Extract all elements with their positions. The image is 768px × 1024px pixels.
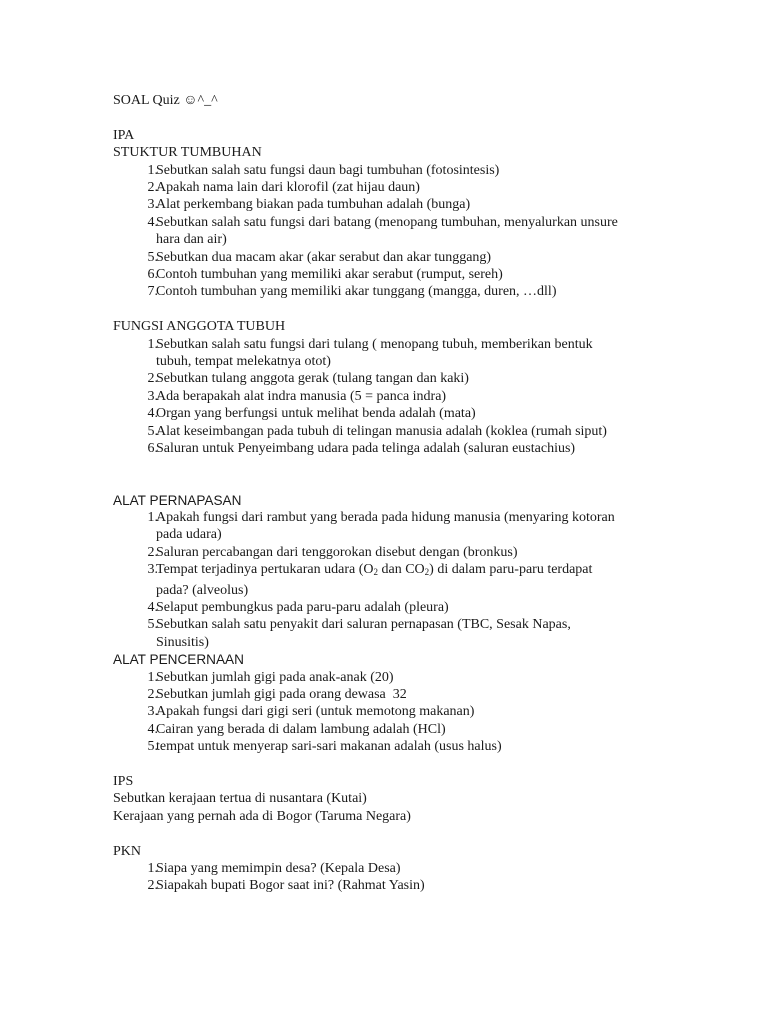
question-list-alat-pernapasan [113, 509, 673, 651]
list-item [113, 544, 673, 561]
document-title: SOAL Quiz ☺^_^ [113, 93, 218, 108]
item-text-part: ) di dalam paru-paru terdapat [429, 562, 593, 578]
list-item [113, 283, 673, 300]
ips-question: Sebutkan kerajaan tertua di nusantara (Kutai) [113, 791, 367, 807]
list-item [113, 405, 673, 422]
section-heading-fungsi-anggota-tubuh: FUNGSI ANGGOTA TUBUH [113, 319, 286, 335]
item-number: 4. [147, 599, 158, 615]
item-text: Alat keseimbangan pada tubuh di telingan manusia adalah (koklea (rumah siput) [156, 423, 607, 439]
item-text: Alat perkembang biakan pada tumbuhan adalah (bunga) [156, 197, 471, 213]
item-number: 5. [147, 249, 158, 265]
item-text-continued: pada? (alveolus) [156, 582, 249, 598]
item-text-continued: pada udara) [156, 527, 222, 543]
question-list-fungsi-anggota-tubuh [113, 336, 673, 458]
section-heading-struktur-tumbuhan: STUKTUR TUMBUHAN [113, 145, 262, 161]
list-item [113, 509, 673, 544]
item-text: Sebutkan jumlah gigi pada orang dewasa 32 [156, 686, 407, 702]
item-number: 3. [147, 562, 158, 578]
item-text: tempat untuk menyerap sari-sari makanan adalah (usus halus) [156, 739, 502, 755]
item-text: Contoh tumbuhan yang memiliki akar tunggang (mangga, duren, …dll) [156, 284, 557, 300]
list-item [113, 669, 673, 686]
item-number: 3. [147, 704, 158, 720]
list-item [113, 162, 673, 179]
subscript: 2 [424, 567, 430, 578]
item-number: 4. [147, 214, 158, 230]
list-item [113, 561, 673, 599]
list-item [113, 266, 673, 283]
list-item [113, 738, 673, 755]
item-number: 3. [147, 388, 158, 404]
item-number: 7. [147, 284, 158, 300]
list-item [113, 249, 673, 266]
item-text: Apakah nama lain dari klorofil (zat hijau daun) [156, 180, 420, 196]
item-number: 2. [147, 686, 158, 702]
list-item [113, 721, 673, 738]
item-text: Ada berapakah alat indra manusia (5 = panca indra) [156, 388, 447, 404]
list-item [113, 196, 673, 213]
list-item [113, 370, 673, 387]
item-number: 1. [147, 509, 158, 525]
item-number: 1. [147, 669, 158, 685]
item-text-part: dan CO [377, 562, 425, 578]
item-number: 1. [147, 162, 158, 178]
subject-heading-pkn: PKN [113, 843, 142, 859]
item-text: Sebutkan salah satu fungsi dari tulang ( menopang tubuh, memberikan bentuk [156, 336, 593, 352]
item-number: 2. [147, 878, 158, 894]
item-text: Cairan yang berada di dalam lambung adalah (HCl) [156, 721, 446, 737]
item-number: 4. [147, 721, 158, 737]
item-text: Sebutkan salah satu fungsi daun bagi tumbuhan (fotosintesis) [156, 162, 500, 178]
item-text: Contoh tumbuhan yang memiliki akar serabut (rumput, sereh) [156, 267, 503, 283]
item-number: 4. [147, 406, 158, 422]
list-item [113, 423, 673, 440]
item-text [156, 561, 656, 581]
item-number: 2. [147, 544, 158, 560]
question-list-pkn [113, 860, 673, 895]
item-text-continued: tubuh, tempat melekatnya otot) [156, 354, 331, 370]
subject-heading-ipa: IPA [113, 127, 135, 143]
item-text-continued: Sinusitis) [156, 634, 209, 650]
list-item [113, 336, 673, 371]
list-item [113, 388, 673, 405]
item-text: Apakah fungsi dari rambut yang berada pada hidung manusia (menyaring kotoran [156, 509, 615, 525]
item-number: 1. [147, 336, 158, 352]
section-heading-alat-pencernaan: ALAT PENCERNAAN [113, 652, 244, 668]
item-number: 6. [147, 441, 158, 457]
subject-heading-ips: IPS [113, 773, 134, 789]
list-item [113, 616, 673, 651]
section-heading-alat-pernapasan: ALAT PERNAPASAN [113, 492, 242, 508]
ips-question: Kerajaan yang pernah ada di Bogor (Taruma Negara) [113, 808, 411, 824]
item-text: Sebutkan salah satu penyakit dari saluran pernapasan (TBC, Sesak Napas, [156, 617, 571, 633]
item-text: Sebutkan dua macam akar (akar serabut dan akar tunggang) [156, 249, 492, 265]
item-number: 6. [147, 267, 158, 283]
question-list-struktur-tumbuhan [113, 162, 673, 301]
item-text: Sebutkan salah satu fungsi dari batang (menopang tumbuhan, menyalurkan unsure [156, 214, 618, 230]
item-text: Organ yang berfungsi untuk melihat benda adalah (mata) [156, 406, 476, 422]
list-item [113, 860, 673, 877]
item-number: 5. [147, 617, 158, 633]
item-text: Sebutkan tulang anggota gerak (tulang tangan dan kaki) [156, 371, 469, 387]
question-list-alat-pencernaan [113, 669, 673, 756]
item-text-continued: hara dan air) [156, 232, 227, 248]
list-item [113, 877, 673, 894]
item-text: Siapakah bupati Bogor saat ini? (Rahmat Yasin) [156, 878, 425, 894]
list-item [113, 703, 673, 720]
item-number: 2. [147, 180, 158, 196]
item-text: Siapa yang memimpin desa? (Kepala Desa) [156, 861, 401, 876]
list-item [113, 214, 673, 249]
item-number: 5. [147, 739, 158, 755]
list-item [113, 686, 673, 703]
item-text-part: Tempat terjadinya pertukaran udara (O [156, 562, 374, 578]
list-item [113, 179, 673, 196]
list-item [113, 599, 673, 616]
item-number: 3. [147, 197, 158, 213]
item-text: Sebutkan jumlah gigi pada anak-anak (20) [156, 669, 394, 685]
item-text: Selaput pembungkus pada paru-paru adalah (pleura) [156, 599, 449, 615]
document-page [113, 92, 673, 895]
item-number: 5. [147, 423, 158, 439]
list-item [113, 440, 673, 457]
item-number: 2. [147, 371, 158, 387]
item-text: Saluran untuk Penyeimbang udara pada telinga adalah (saluran eustachius) [156, 441, 576, 457]
item-number: 1. [147, 861, 158, 876]
item-text: Saluran percabangan dari tenggorokan disebut dengan (bronkus) [156, 544, 518, 560]
subscript: 2 [373, 567, 378, 578]
item-text: Apakah fungsi dari gigi seri (untuk memotong makanan) [156, 704, 475, 720]
